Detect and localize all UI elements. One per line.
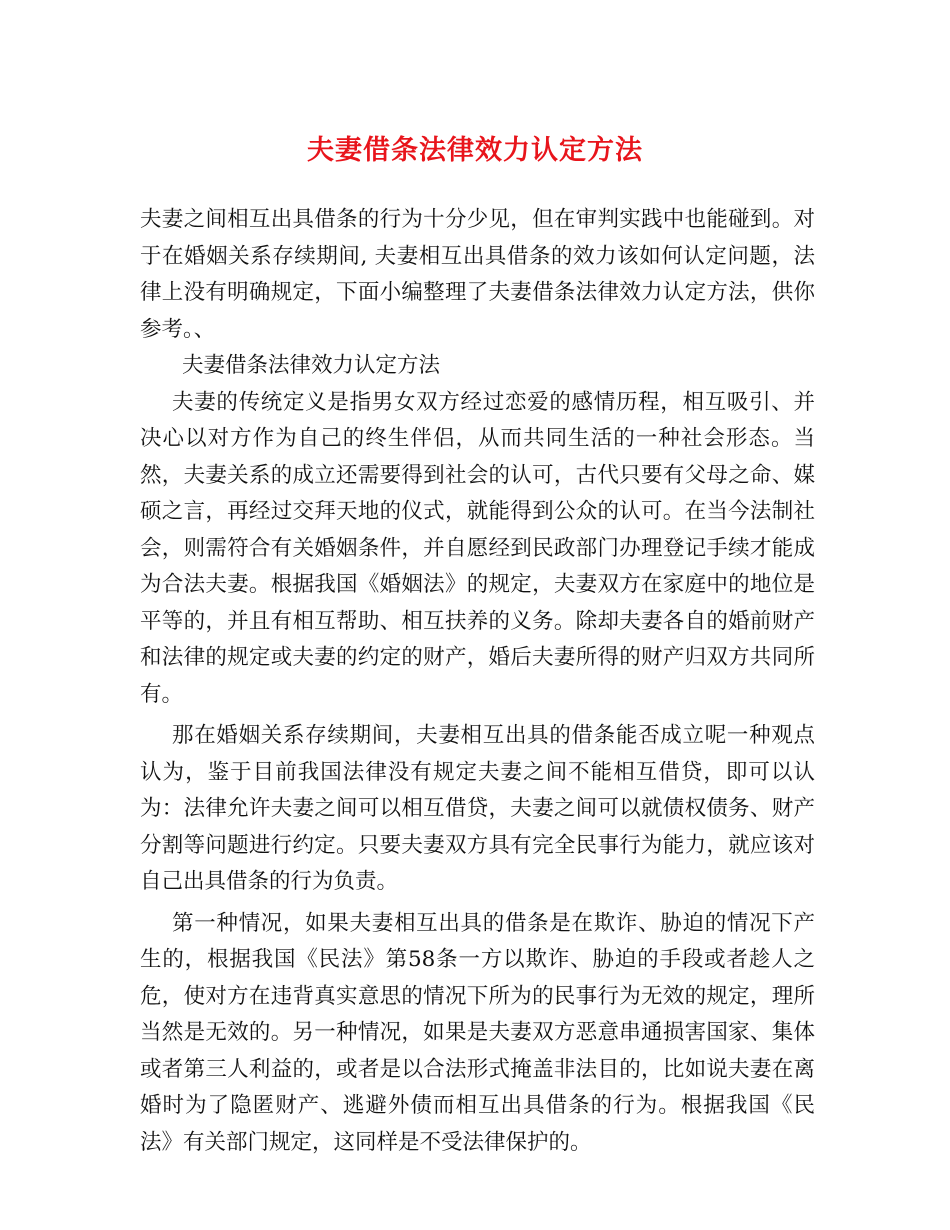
body-paragraph: 夫妻的传统定义是指男女双方经过恋爱的感情历程，相互吸引、并决心以对方作为自己的终生伴侣，从而共同生活的一种社会形态。当然，夫妻关系的成立还需要得到社会的认可，古代只要有父母之命、媒硕之言，再经过交拜天地的仪式，就能得到公众的认可。在当今法制社会，则需符合有关婚姻条件，并自愿经到民政部门办理登记手续才能成为合法夫妻。根据我国《婚姻法》的规定，夫妻双方在家庭中的地位是平等的，并且有相互帮助、相互扶养的义务。除却夫妻各自的婚前财产和法律的规定或夫妻的约定的财产，婚后夫妻所得的财产归双方共同所有。: [140, 389, 815, 707]
body-paragraph: 那在婚姻关系存续期间，夫妻相互出具的借条能否成立呢一种观点认为，鉴于目前我国法律没有规定夫妻之间不能相互借贷，即可以认为：法律允许夫妻之间可以相互借贷，夫妻之间可以就债权债务、财产分割等问题进行约定。只要夫妻双方具有完全民事行为能力，就应该对自己出具借条的行为负责。: [140, 723, 815, 894]
document-title: 夫妻借条法律效力认定方法: [307, 135, 643, 166]
section-heading: 夫妻借条法律效力认定方法: [182, 353, 441, 378]
body-paragraph: 第一种情况，如果夫妻相互出具的借条是在欺诈、胁迫的情况下产生的，根据我国《民法》第58条一方以欺诈、胁迫的手段或者趁人之危，使对方在违背真实意思的情况下所为的民事行为无效的规定，理所当然是无效的。另一种情况，如果是夫妻双方恶意串通损害国家、集体或者第三人利益的，或者是以合法形式掩盖非法目的，比如说夫妻在离婚时为了隐匿财产、逃避外债而相互出具借条的行为。根据我国《民法》有关部门规定，这同样是不受法律保护的。: [140, 910, 815, 1155]
intro-paragraph: 夫妻之间相互出具借条的行为十分少见，但在审判实践中也能碰到。对于在婚姻关系存续期间, 夫妻相互出具借条的效力该如何认定问题，法律上没有明确规定，下面小编整理了夫妻借条法律效力认定方法，供你参考。、: [140, 207, 815, 342]
document-body: [140, 202, 815, 1161]
